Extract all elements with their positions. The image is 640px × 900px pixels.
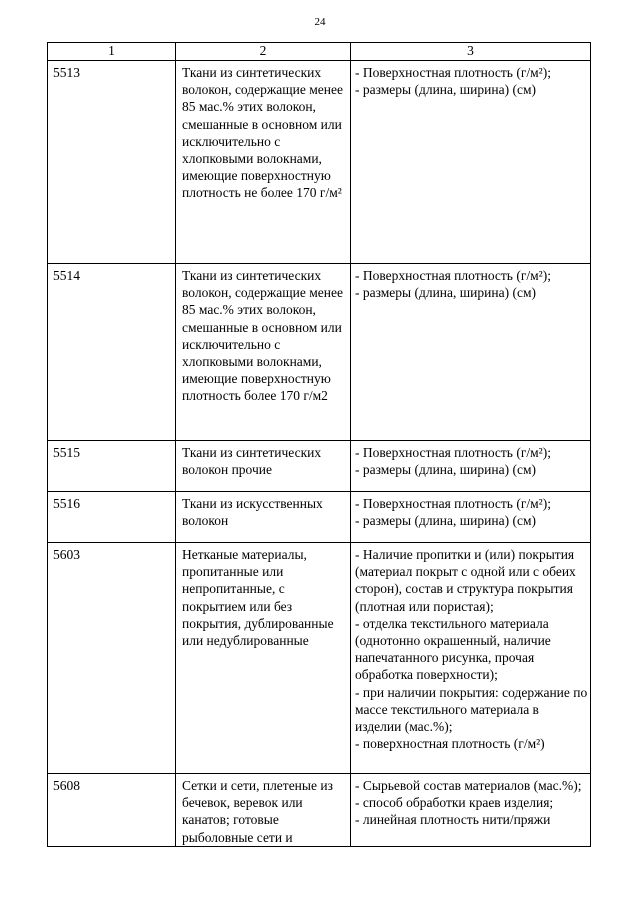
table-row — [48, 774, 591, 847]
table-row — [48, 543, 591, 774]
code-cell: 5516 — [48, 492, 176, 543]
header-row — [48, 43, 591, 61]
characteristic-item: - Поверхностная плотность (г/м²); — [355, 268, 551, 283]
code-cell: 5603 — [48, 543, 176, 774]
table-row — [48, 492, 591, 543]
column-header-2: 2 — [176, 43, 351, 61]
characteristic-item: - при наличии покрытия: содержание по массе текстильного материала в изделии (мас.%); — [355, 684, 588, 735]
characteristic-item: - отделка текстильного материала (однотонно окрашенный, наличие напечатанного рисунка, прочая обработка поверхности); — [355, 615, 551, 683]
table-row — [48, 441, 591, 492]
column-header-1: 1 — [48, 43, 176, 61]
characteristic-item: - размеры (длина, ширина) (см) — [355, 82, 536, 98]
characteristic-item: - Наличие пропитки и (или) покрытия (материал покрыт с одной или с обеих сторон), состав и структура покрытия (плотная или пористая); — [355, 547, 576, 614]
code-cell: 5513 — [48, 61, 176, 264]
description-cell: Ткани из синтетических волокон, содержащие менее 85 мас.% этих волокон, смешанные в основном или исключительно с хлопковыми волокнами, имеющие поверхностную плотность более 170 г/м2 — [176, 264, 351, 441]
code-cell: 5514 — [48, 264, 176, 441]
characteristics-cell — [351, 441, 591, 492]
characteristic-item: - Поверхностная плотность (г/м²); — [355, 65, 551, 80]
table-row — [48, 61, 591, 264]
characteristics-cell — [351, 264, 591, 441]
characteristic-item: - Сырьевой состав материалов (мас.%); — [355, 778, 582, 793]
description-cell: Ткани из синтетических волокон, содержащие менее 85 мас.% этих волокон, смешанные в основном или исключительно с хлопковыми волокнами, имеющие поверхностную плотность не более 170 г/м² — [176, 61, 351, 264]
classification-table — [47, 42, 591, 847]
page-number: 24 — [314, 16, 326, 28]
characteristic-item: - линейная плотность нити/пряжи — [355, 812, 551, 828]
code-cell: 5515 — [48, 441, 176, 492]
characteristic-item: - Поверхностная плотность (г/м²); — [355, 445, 551, 460]
table-row — [48, 264, 591, 441]
column-header-3: 3 — [351, 43, 591, 61]
characteristics-cell — [351, 492, 591, 543]
characteristics-cell — [351, 774, 591, 847]
characteristics-cell — [351, 61, 591, 264]
code-cell: 5608 — [48, 774, 176, 847]
characteristics-cell — [351, 543, 591, 774]
characteristic-item: - размеры (длина, ширина) (см) — [355, 513, 536, 529]
characteristic-item: - поверхностная плотность (г/м²) — [355, 736, 545, 752]
description-cell: Нетканые материалы, пропитанные или непропитанные, с покрытием или без покрытия, дублированные или недублированные — [176, 543, 351, 774]
characteristic-item: - Поверхностная плотность (г/м²); — [355, 496, 551, 511]
characteristic-item: - размеры (длина, ширина) (см) — [355, 285, 536, 301]
characteristic-item: - способ обработки краев изделия; — [355, 795, 554, 811]
description-cell: Ткани из искусственных волокон — [176, 492, 351, 543]
description-cell: Сетки и сети, плетеные из бечевок, веревок или канатов; готовые рыболовные сети и — [176, 774, 351, 847]
characteristic-item: - размеры (длина, ширина) (см) — [355, 462, 536, 478]
description-cell: Ткани из синтетических волокон прочие — [176, 441, 351, 492]
